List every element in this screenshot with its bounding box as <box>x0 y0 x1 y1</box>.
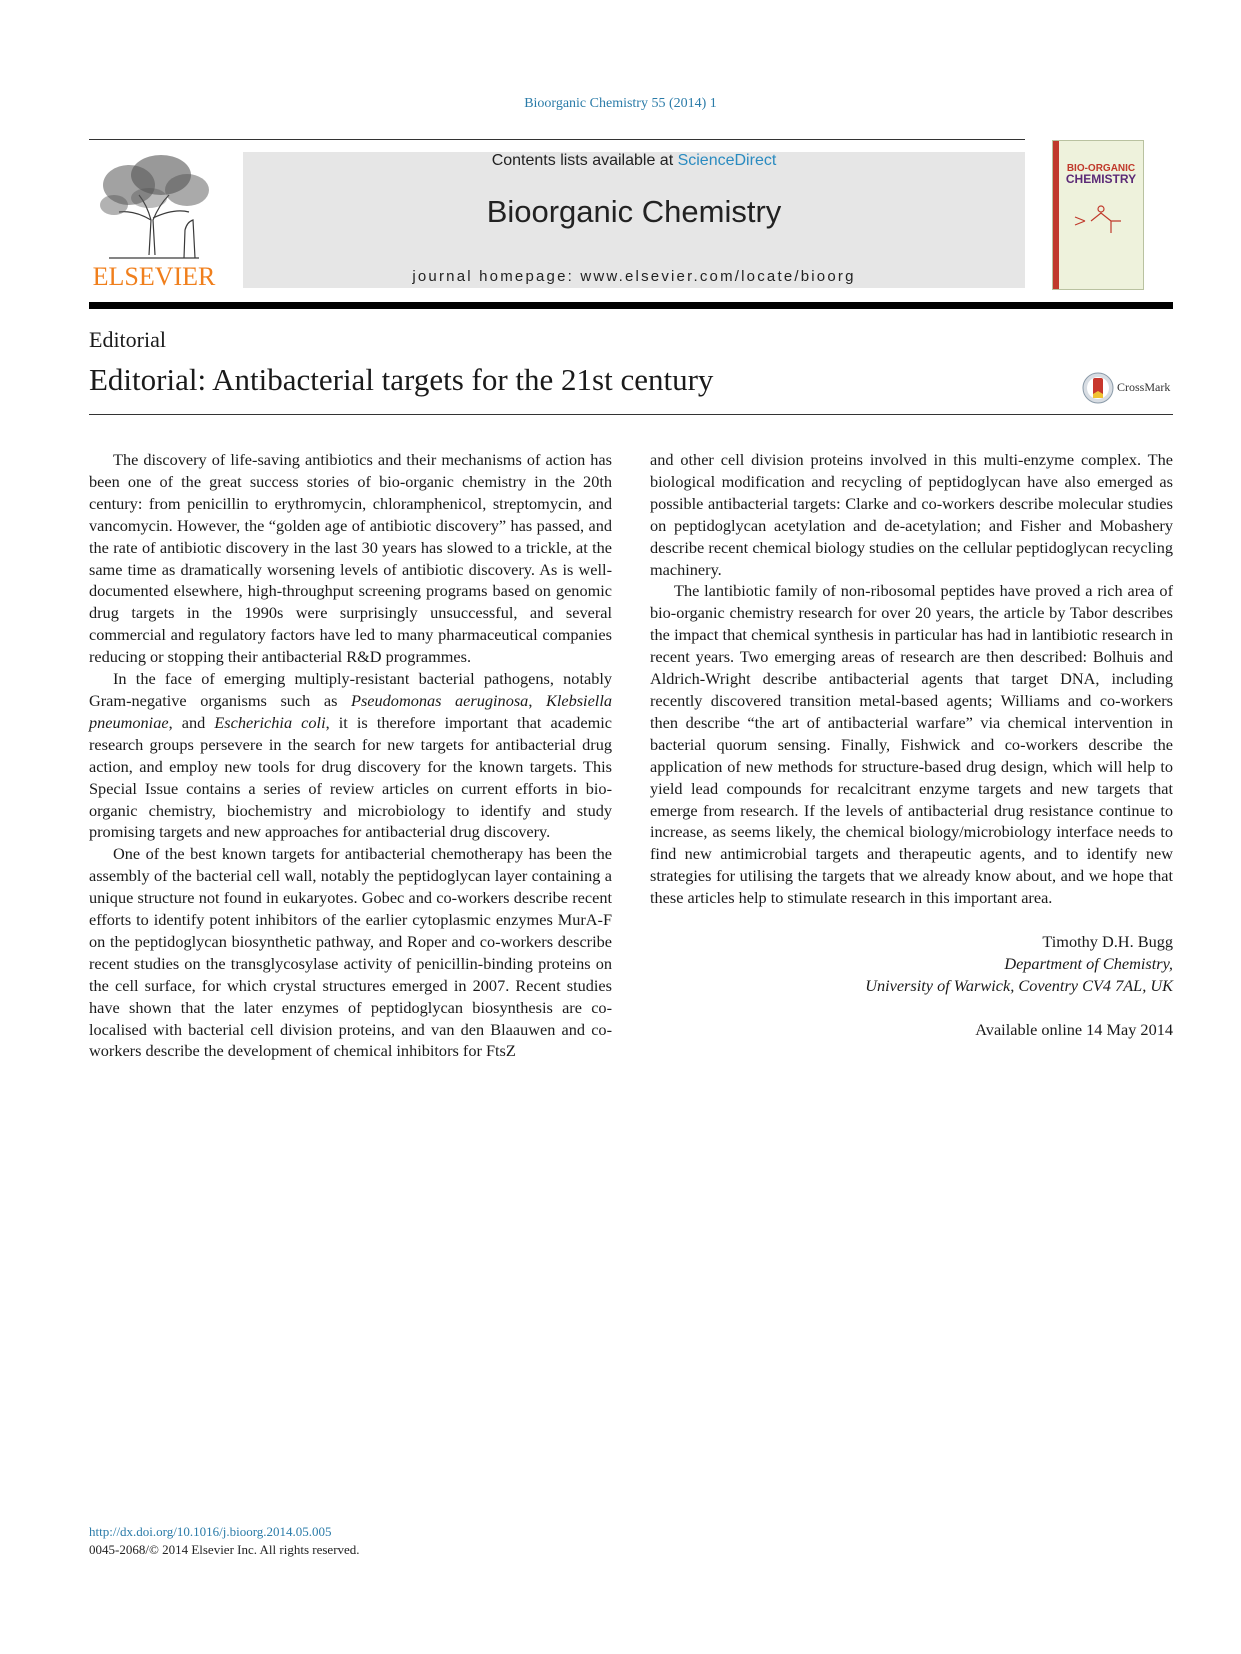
crossmark-icon[interactable] <box>1082 372 1114 409</box>
paragraph-3: One of the best known targets for antibacterial chemotherapy has been the assembly of the bacterial cell wall, notably the peptidoglycan layer containing a unique structure not found in eukaryotes. Gobec and co-workers describe recent efforts to identify potent inhibitors of the earlier cytoplasmic enzymes MurA-F on the peptidoglycan biosynthetic pathway, and Roper and co-workers describe recent studies on the transglycosylase activity of penicillin-binding proteins on the cell surface, for which crystal structures emerged in 2007. Recent studies have shown that the later enzymes of peptidoglycan biosynthesis are co-localised with bacterial cell division proteins, and van den Blaauwen and co-workers describe the development of chemical inhibitors for FtsZ <box>89 844 612 1061</box>
journal-citation[interactable]: Bioorganic Chemistry 55 (2014) 1 <box>524 96 717 111</box>
affiliation-univ: University of Warwick, Coventry CV4 7AL, UK <box>865 975 1173 995</box>
article-title: Editorial: Antibacterial targets for the 21st century <box>89 362 714 397</box>
header-rule <box>89 139 1025 140</box>
author-name: Timothy D.H. Bugg <box>1042 932 1173 952</box>
p2-text-b: , <box>528 690 546 710</box>
elsevier-wordmark: ELSEVIER <box>92 262 216 291</box>
species-klebsiella: Klebsiella pneumoniae <box>89 690 612 732</box>
paragraph-1: The discovery of life-saving antibiotics and their mechanisms of action has been one of the great success stories of bio-organic chemistry in the 20th century: from penicillin to erythromycin, chloramphenicol, streptomycin, and vancomycin. However, the “golden age of antibiotic discovery” has passed, and the rate of antibiotic discovery in the last 30 years has slowed to a trickle, at the same time as dramatically worsening levels of antibiotic discovery. As is well-documented elsewhere, high-throughput screening programs based on genomic drug targets in the 1990s were surprisingly unsuccessful, and several commercial and regulatory factors have led to many pharmaceutical companies reducing or stopping their antibacterial R&D programmes. <box>89 450 612 667</box>
species-pseudomonas: Pseudomonas aeruginosa <box>351 690 529 710</box>
journal-homepage[interactable]: journal homepage: www.elsevier.com/locate/bioorg <box>412 268 856 285</box>
body-column-left <box>89 449 612 1062</box>
affiliation-dept: Department of Chemistry, <box>1004 953 1173 973</box>
p2-text-a: In the face of emerging multiply-resistant bacterial pathogens, notably Gram-negative organisms such as <box>89 669 612 710</box>
signature-block <box>650 931 1173 997</box>
cover-title-line2: CHEMISTRY <box>1065 172 1137 186</box>
p2-text-c: , and <box>168 712 215 732</box>
doi-link[interactable]: http://dx.doi.org/10.1016/j.bioorg.2014.05.005 <box>89 1524 332 1539</box>
species-ecoli: Escherichia coli <box>214 712 326 732</box>
title-rule <box>89 414 1173 415</box>
available-online: Available online 14 May 2014 <box>975 1019 1173 1039</box>
paragraph-4: The lantibiotic family of non-ribosomal peptides have proved a rich area of bio-organic chemistry research for over 20 years, the article by Tabor describes the impact that chemical synthesis in particular has had in lantibiotic research in recent years. Two emerging areas of research are then described: Bolhuis and Aldrich-Wright describe antibacterial agents that target DNA, including recently discovered transition metal-based agents; Williams and co-workers then describe “the art of antibacterial warfare” via chemical intervention in bacterial quorum sensing. Finally, Fishwick and co-workers describe the application of new methods for structure-based drug design, which will help to yield lead compounds for recalcitrant enzyme targets and new targets that emerge from research. If the levels of antibacterial drug resistance continue to increase, as seems likely, the chemical biology/microbiology interface needs to find new antimicrobial targets and therapeutic agents, and to identify new strategies for utilising the targets that we already know about, and we hope that these articles help to stimulate research in this important area. <box>650 581 1173 908</box>
sciencedirect-link[interactable]: ScienceDirect <box>677 152 777 169</box>
journal-title: Bioorganic Chemistry <box>486 194 782 229</box>
crossmark-label[interactable]: CrossMark <box>1117 380 1171 394</box>
body-column-right <box>650 449 1173 1041</box>
contents-line <box>243 152 1025 170</box>
paragraph-2 <box>89 668 612 843</box>
p2-text-d: , it is therefore important that academic research groups persevere in the search for new targets for antibacterial drug action, and employ new tools for drug discovery for the known targets. This Special Issue contains a series of review articles on current efforts in bio-organic chemistry, biochemistry and microbiology to identify and study promising targets and new approaches for antibacterial drug discovery. <box>89 712 613 842</box>
cover-title <box>1061 163 1141 185</box>
paragraph-3-continued: and other cell division proteins involved in this multi-enzyme complex. The biological modification and recycling of peptidoglycan have also emerged as possible antibacterial targets: Clarke and co-workers describe molecular studies on peptidoglycan acetylation and de-acetylation; and Fisher and Mobashery describe recent chemical biology studies on the cellular peptidoglycan recycling machinery. <box>650 450 1173 579</box>
cover-title-line1: BIO-ORGANIC <box>1066 163 1136 174</box>
header-thick-rule <box>89 302 1173 309</box>
copyright-line: 0045-2068/© 2014 Elsevier Inc. All rights reserved. <box>89 1542 360 1557</box>
journal-cover[interactable] <box>1052 140 1144 290</box>
contents-prefix: Contents lists available at <box>491 152 678 169</box>
molecule-icon <box>1073 201 1133 241</box>
section-label: Editorial <box>89 327 166 352</box>
cover-stripe <box>1053 141 1059 289</box>
